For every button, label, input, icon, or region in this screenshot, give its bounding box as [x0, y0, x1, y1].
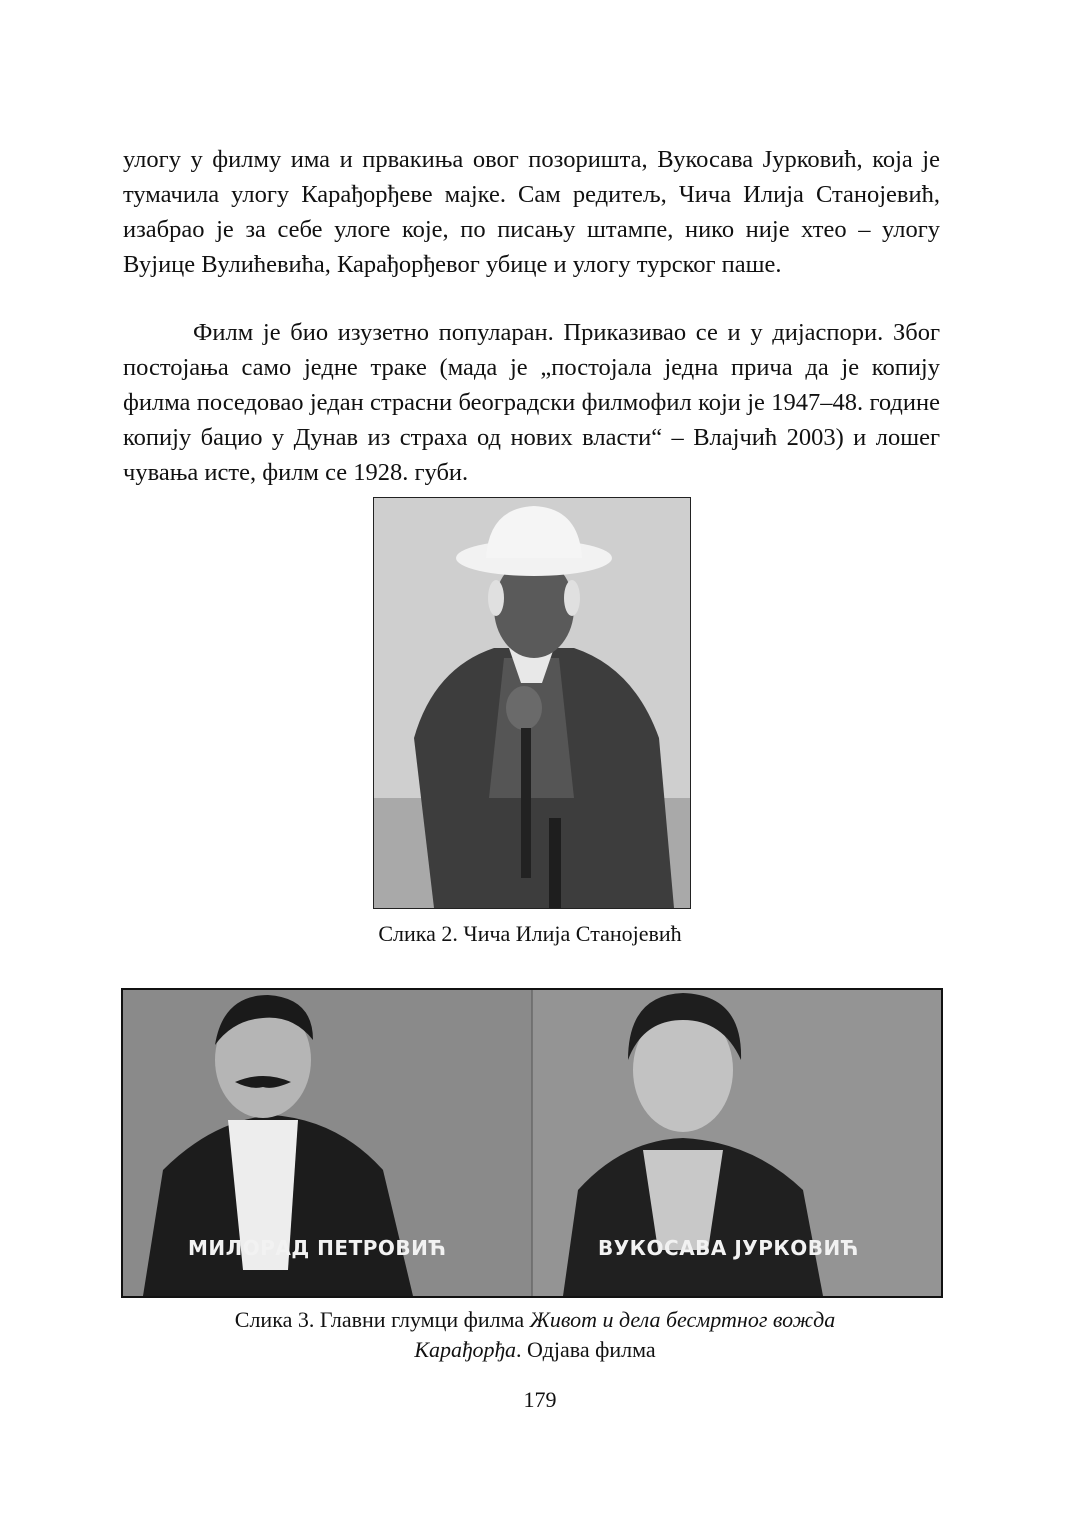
figure-3-caption-suffix: . Одјава филма: [516, 1337, 656, 1362]
subtitle-left: МИЛОРАД ПЕТРОВИЋ: [188, 1236, 447, 1260]
portrait-illustration: [374, 498, 690, 908]
body-paragraph-1: улогу у филму има и првакиња овог позоришта, Вукосава Јурковић, која је тумачила улогу Карађорђеве мајке. Сам редитељ, Чича Илија Станојевић, изабрао је за себе улоге које, по писању штампе, нико није хтео – улогу Вујице Вулићевића, Карађорђевог убице и улогу турског паше.: [123, 146, 940, 278]
portrait-photo-ilija-stanojevic: [373, 497, 691, 909]
body-paragraph-2: Филм је био изузетно популаран. Приказивао се и у дијаспори. Због постојања само једне траке (мада је „постојала једна прича да је копију филма поседовао један страсни београдски филмофил који је 1947–48. године копију бацио у Дунав из страха од нових власти“ – Влајчић 2003) и лошег чувања исте, филм се 1928. губи.: [123, 319, 940, 486]
figure-3-caption-prefix: Слика 3. Главни глумци филма: [234, 1307, 530, 1332]
figure-2-caption: Слика 2. Чича Илија Станојевић: [378, 921, 682, 946]
subtitle-right: ВУКОСАВА ЈУРКОВИЋ: [598, 1236, 859, 1260]
film-title: Живот и дела бесмртног вожда Карађорђа: [414, 1307, 836, 1362]
film-stills-photo: [121, 988, 943, 1298]
film-stills-illustration: [123, 990, 941, 1296]
page-number: 179: [523, 1387, 557, 1412]
figure-3-caption: [230, 1305, 840, 1365]
